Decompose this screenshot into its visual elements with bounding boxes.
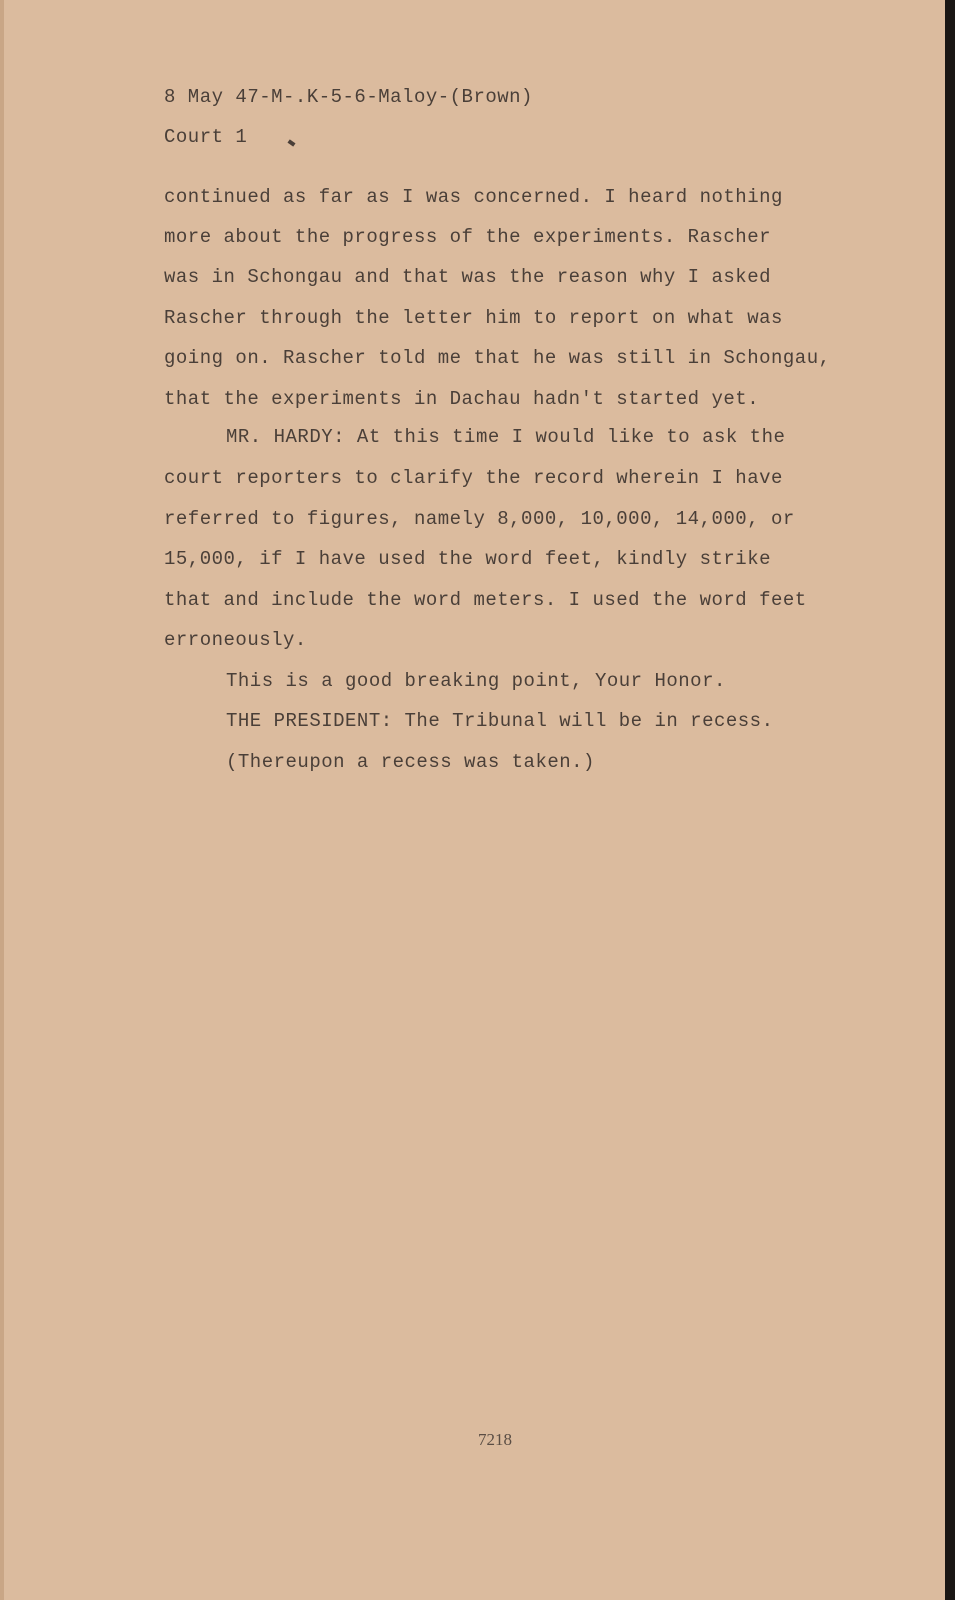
body-line: more about the progress of the experiments. Rascher <box>164 226 771 248</box>
speaker-line: THE PRESIDENT: The Tribunal will be in recess. <box>226 710 774 732</box>
body-line: erroneously. <box>164 629 307 651</box>
header-court-line: Court 1 <box>164 126 248 148</box>
body-line: Rascher through the letter him to report on what was <box>164 307 783 329</box>
body-line: continued as far as I was concerned. I heard nothing <box>164 186 783 208</box>
body-line: court reporters to clarify the record wherein I have <box>164 467 783 489</box>
header-session-line: 8 May 47-M-.K-5-6-Maloy-(Brown) <box>164 86 533 108</box>
body-line: referred to figures, namely 8,000, 10,000, 14,000, or <box>164 508 795 530</box>
body-line: This is a good breaking point, Your Honor. <box>226 670 726 692</box>
parenthetical-line: (Thereupon a recess was taken.) <box>226 751 595 773</box>
body-line: that and include the word meters. I used the word feet <box>164 589 807 611</box>
ink-mark <box>287 139 295 146</box>
body-line: going on. Rascher told me that he was still in Schongau, <box>164 347 831 369</box>
body-line: 15,000, if I have used the word feet, kindly strike <box>164 548 771 570</box>
page-number: 7218 <box>478 1430 512 1449</box>
body-line: was in Schongau and that was the reason why I asked <box>164 266 771 288</box>
speaker-line: MR. HARDY: At this time I would like to ask the <box>226 426 786 448</box>
body-line: that the experiments in Dachau hadn't started yet. <box>164 388 760 410</box>
